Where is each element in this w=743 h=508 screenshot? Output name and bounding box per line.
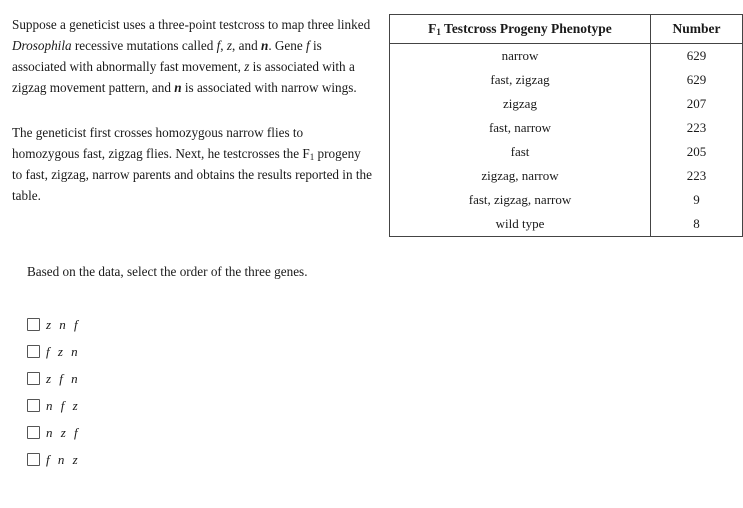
checkbox[interactable] bbox=[27, 372, 40, 385]
checkbox[interactable] bbox=[27, 453, 40, 466]
answer-option-label: f z n bbox=[46, 343, 81, 359]
intro-paragraph-2: The geneticist first crosses homozygous narrow flies to homozygous fast, zigzag flies. Next, he testcrosses the $F_1$ progeny to fast, zigzag, narrow parents and obtains the results reported in the table. bbox=[12, 125, 372, 203]
answer-option[interactable] bbox=[27, 392, 80, 419]
phenotype-cell: wild type bbox=[390, 212, 651, 237]
table-row bbox=[390, 116, 743, 140]
table-body bbox=[390, 44, 743, 237]
checkbox[interactable] bbox=[27, 318, 40, 331]
number-cell: 207 bbox=[651, 92, 743, 116]
number-cell: 223 bbox=[651, 116, 743, 140]
phenotype-cell: fast bbox=[390, 140, 651, 164]
phenotype-cell: zigzag bbox=[390, 92, 651, 116]
table-row bbox=[390, 188, 743, 212]
testcross-table bbox=[389, 14, 743, 237]
number-cell: 629 bbox=[651, 44, 743, 69]
number-cell: 8 bbox=[651, 212, 743, 237]
table-row bbox=[390, 44, 743, 69]
phenotype-column-header: $F_1$ Testcross Progeny Phenotype bbox=[390, 15, 651, 44]
table-header-row bbox=[390, 15, 743, 44]
answer-choices bbox=[27, 311, 80, 473]
number-column-header: Number bbox=[651, 15, 743, 44]
answer-option[interactable] bbox=[27, 446, 80, 473]
checkbox[interactable] bbox=[27, 399, 40, 412]
answer-option-label: n f z bbox=[46, 397, 81, 413]
phenotype-cell: fast, zigzag, narrow bbox=[390, 188, 651, 212]
phenotype-cell: zigzag, narrow bbox=[390, 164, 651, 188]
phenotype-cell: fast, narrow bbox=[390, 116, 651, 140]
table-row bbox=[390, 92, 743, 116]
answer-option-label: n z f bbox=[46, 424, 81, 440]
checkbox[interactable] bbox=[27, 426, 40, 439]
table-row bbox=[390, 212, 743, 237]
phenotype-cell: fast, zigzag bbox=[390, 68, 651, 92]
answer-option[interactable] bbox=[27, 365, 80, 392]
intro-paragraph-1: Suppose a geneticist uses a three-point testcross to map three linked Drosophila recessive mutations called f, z, and n. Gene f is associated with abnormally fast movement, z is associated with a zigzag movement pattern, and n is associated with narrow wings. bbox=[12, 17, 371, 95]
number-cell: 9 bbox=[651, 188, 743, 212]
question-text: Based on the data, select the order of the three genes. bbox=[27, 264, 308, 279]
answer-option[interactable] bbox=[27, 338, 80, 365]
table-row bbox=[390, 140, 743, 164]
answer-option-label: f n z bbox=[46, 451, 81, 467]
number-cell: 223 bbox=[651, 164, 743, 188]
number-cell: 205 bbox=[651, 140, 743, 164]
answer-option-label: z f n bbox=[46, 370, 81, 386]
answer-option[interactable] bbox=[27, 419, 80, 446]
answer-option-label: z n f bbox=[46, 316, 81, 332]
number-cell: 629 bbox=[651, 68, 743, 92]
table-row bbox=[390, 68, 743, 92]
table-row bbox=[390, 164, 743, 188]
phenotype-cell: narrow bbox=[390, 44, 651, 69]
checkbox[interactable] bbox=[27, 345, 40, 358]
answer-option[interactable] bbox=[27, 311, 80, 338]
